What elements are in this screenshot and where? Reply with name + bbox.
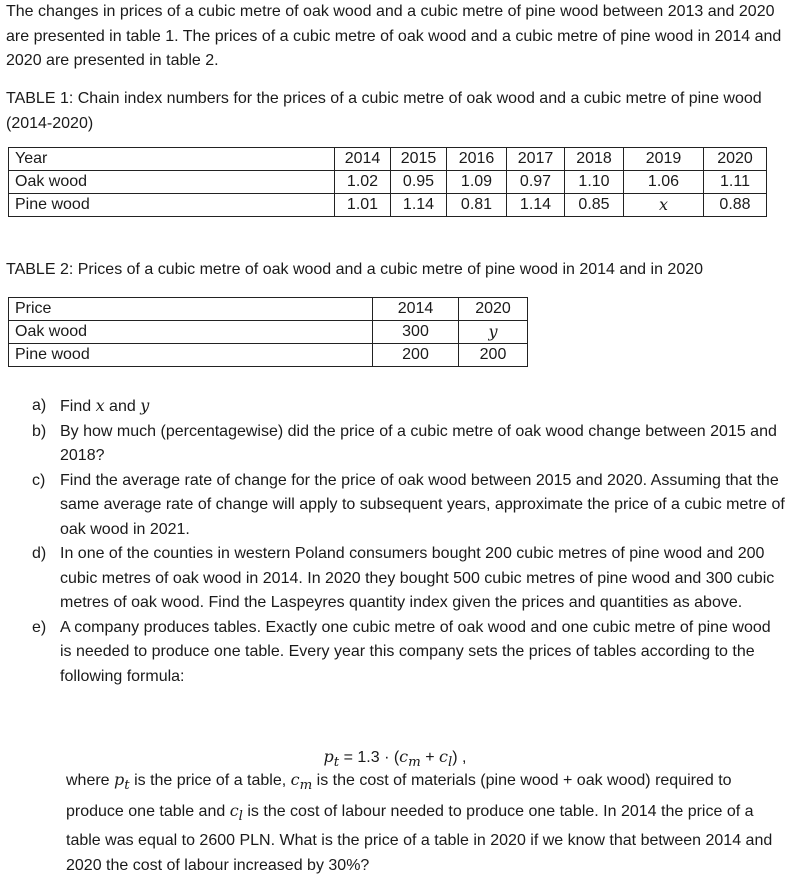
table2-row-label: Oak wood (9, 321, 373, 344)
math-subscript: t (124, 778, 130, 794)
table1-year-cell: 2015 (391, 148, 447, 171)
table1-year-cell: 2014 (335, 148, 391, 171)
formula-text: ) , (452, 749, 467, 766)
math-subscript: m (299, 778, 313, 794)
table2-year-cell: 2014 (373, 298, 459, 321)
table1-row-label: Oak wood (9, 171, 335, 194)
math-variable: y (140, 396, 150, 415)
table2-cell: 200 (373, 344, 459, 367)
table2-cell: 200 (459, 344, 528, 367)
question-marker: d) (32, 545, 47, 562)
question-text: Find the average rate of change for the price of oak wood between 2015 and 2020. Assuming that the same average rate of change will apply to subsequent years, approximate the price of a cubic metre of oak wood in 2021. (60, 471, 785, 538)
question-marker: e) (32, 618, 47, 636)
table1-cell: 1.09 (447, 171, 507, 194)
math-subscript: l (447, 755, 453, 771)
table-row (9, 321, 528, 344)
table1-cell: 0.88 (704, 194, 767, 217)
question-list (32, 394, 786, 689)
question-text: and (104, 398, 141, 415)
table-row (9, 194, 767, 217)
table1-cell: 1.11 (704, 171, 767, 194)
formula-explanation (66, 768, 784, 878)
question-b (32, 420, 786, 469)
table-row (9, 298, 528, 321)
math-variable: c (439, 747, 448, 766)
table1-caption: TABLE 1: Chain index numbers for the prices of a cubic metre of oak wood and a cubic metre of pine wood (2014-2020) (6, 90, 762, 132)
formula-text: where (66, 772, 115, 789)
question-marker: c) (32, 471, 46, 489)
table2-year-cell: 2020 (459, 298, 528, 321)
table1-header-label: Year (9, 148, 335, 171)
formula-text: = 1.3 · ( (339, 749, 400, 766)
table1-cell-unknown-x: x (624, 194, 704, 217)
table1-cell: 0.97 (507, 171, 565, 194)
math-variable: c (229, 800, 239, 820)
intro-paragraph: The changes in prices of a cubic metre of oak wood and a cubic metre of pine wood between 2013 and 2020 are presented in table 1. The prices of a cubic metre of oak wood and a cubic metre of pine wood in 2014 and 2020 are presented in table 2. (6, 3, 782, 69)
math-subscript: l (238, 808, 243, 824)
table1-cell: 0.85 (565, 194, 624, 217)
table1-cell: 0.95 (391, 171, 447, 194)
table1-cell: 1.01 (335, 194, 391, 217)
question-a (32, 394, 786, 420)
question-text: Find (60, 398, 96, 415)
table1 (8, 147, 767, 217)
table2-header-label: Price (9, 298, 373, 321)
math-subscript: t (333, 755, 340, 771)
table1-cell: 1.10 (565, 171, 624, 194)
formula-text: + (420, 749, 440, 766)
table1-cell: 1.06 (624, 171, 704, 194)
question-marker: a) (32, 397, 47, 414)
table1-year-cell: 2019 (624, 148, 704, 171)
table1-row-label: Pine wood (9, 194, 335, 217)
table1-year-cell: 2017 (507, 148, 565, 171)
table1-year-cell: 2018 (565, 148, 624, 171)
table-row (9, 148, 767, 171)
table2-caption: TABLE 2: Prices of a cubic metre of oak wood and a cubic metre of pine wood in 2014 and in 2020 (6, 261, 704, 278)
table1-year-cell: 2016 (447, 148, 507, 171)
table2 (8, 297, 528, 367)
math-variable: c (290, 770, 300, 789)
table-row (9, 344, 528, 367)
math-variable: p (114, 770, 125, 789)
table-row (9, 171, 767, 194)
table2-cell: 300 (373, 321, 459, 344)
math-subscript: m (408, 755, 421, 771)
table1-cell: 1.02 (335, 171, 391, 194)
table1-cell: 1.14 (507, 194, 565, 217)
table2-cell-unknown-y: y (459, 321, 528, 344)
table2-row-label: Pine wood (9, 344, 373, 367)
question-marker: b) (32, 422, 47, 440)
formula-text: is the cost of materials (pine wood + oak wood) required to produce one table and (66, 772, 732, 820)
table1-cell: 0.81 (447, 194, 507, 217)
question-e (32, 616, 786, 690)
math-variable: x (95, 396, 105, 415)
question-text: By how much (percentagewise) did the price of a cubic metre of oak wood change between 2015 and 2018? (60, 422, 777, 464)
question-text: A company produces tables. Exactly one cubic metre of oak wood and one cubic metre of pine wood is needed to produce one table. Every year this company sets the prices of tables according to the following formula: (60, 618, 771, 685)
table1-cell: 1.14 (391, 194, 447, 217)
formula-text: is the price of a table, (129, 772, 291, 789)
question-d (32, 542, 786, 616)
table1-year-cell: 2020 (704, 148, 767, 171)
formula-text: is the cost of labour needed to produce one table. In 2014 the price of a table was equal to 2600 PLN. What is the price of a table in 2020 if we know that between 2014 and 2020 the cost of labour increased by 30%? (66, 802, 773, 874)
math-variable: c (399, 747, 409, 766)
math-variable: p (323, 747, 334, 766)
question-c (32, 469, 786, 543)
question-text: In one of the counties in western Poland consumers bought 200 cubic metres of pine wood and 200 cubic metres of oak wood in 2014. In 2020 they bought 500 cubic metres of pine wood and 300 cubic metres of oak wood. Find the Laspeyres quantity index given the prices and quantities as above. (60, 545, 775, 611)
